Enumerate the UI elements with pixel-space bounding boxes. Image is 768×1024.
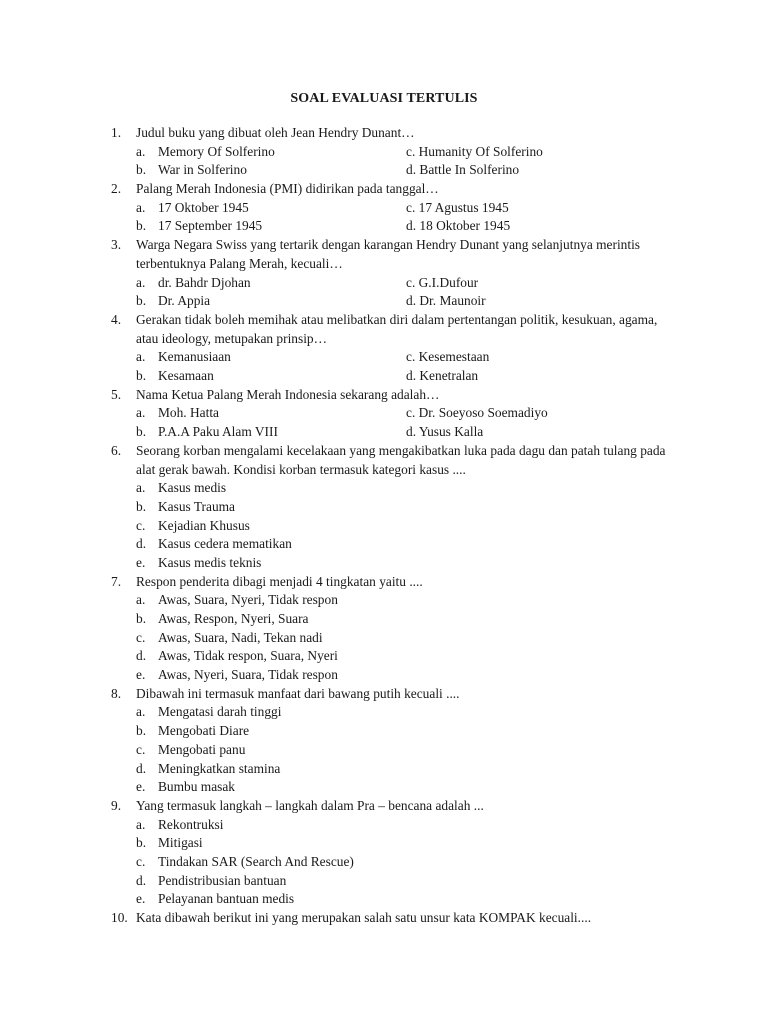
question-item: [0, 124, 768, 180]
question-number: 2.: [111, 181, 122, 197]
question-item: [0, 442, 768, 573]
question-stem: [111, 797, 676, 816]
question-text: Dibawah ini termasuk manfaat dari bawang putih kecuali ....: [136, 685, 460, 701]
question-number: 9.: [111, 797, 122, 813]
option-row: [0, 535, 768, 554]
option-letter: b.: [136, 723, 147, 739]
option-text: Mengatasi darah tinggi: [158, 704, 282, 720]
option-text: Memory Of Solferino: [158, 143, 275, 159]
option-row: [0, 367, 768, 386]
option-letter: a.: [136, 349, 146, 365]
option-letter: d.: [136, 872, 147, 888]
question-item: [0, 311, 768, 386]
option-text: War in Solferino: [158, 162, 247, 178]
question-item: [0, 386, 768, 442]
option-text: Awas, Nyeri, Suara, Tidak respon: [158, 667, 338, 683]
option-text-right: c. G.I.Dufour: [406, 274, 479, 290]
option-text: Kejadian Khusus: [158, 517, 250, 533]
option-text-right: d. 18 Oktober 1945: [406, 218, 511, 234]
option-row: [0, 647, 768, 666]
option-letter: b.: [136, 368, 147, 384]
option-row: [0, 404, 768, 423]
option-text: P.A.A Paku Alam VIII: [158, 424, 278, 440]
option-letter: a.: [136, 816, 146, 832]
option-text: Pendistribusian bantuan: [158, 872, 287, 888]
document-title: SOAL EVALUASI TERTULIS: [290, 91, 478, 106]
option-text: dr. Bahdr Djohan: [158, 274, 251, 290]
option-text: Kasus Trauma: [158, 498, 236, 514]
option-letter: d.: [136, 536, 147, 552]
option-row: [0, 274, 768, 293]
option-text: Mengobati panu: [158, 741, 246, 757]
question-number: 4.: [111, 311, 122, 327]
option-text: Kasus medis teknis: [158, 554, 262, 570]
question-stem: [111, 180, 676, 199]
question-list: [0, 124, 768, 928]
option-letter: a.: [136, 704, 146, 720]
question-stem: [111, 573, 676, 592]
option-row: [0, 629, 768, 648]
option-row: [0, 591, 768, 610]
option-text: Meningkatkan stamina: [158, 760, 281, 776]
option-text-right: c. Kesemestaan: [406, 349, 490, 365]
option-text: Awas, Respon, Nyeri, Suara: [158, 611, 309, 627]
option-row: [0, 760, 768, 779]
question-text: Judul buku yang dibuat oleh Jean Hendry Dunant…: [136, 125, 415, 140]
option-text: Bumbu masak: [158, 779, 235, 795]
option-text-right: d. Battle In Solferino: [406, 162, 520, 178]
question-number: 5.: [111, 386, 122, 402]
option-letter: a.: [136, 143, 146, 159]
option-letter: c.: [136, 517, 146, 533]
option-text: 17 September 1945: [158, 218, 263, 234]
option-row: [0, 423, 768, 442]
option-row: [0, 498, 768, 517]
option-letter: a.: [136, 480, 146, 496]
option-letter: a.: [136, 274, 146, 290]
question-number: 6.: [111, 442, 122, 458]
question-text: Seorang korban mengalami kecelakaan yang mengakibatkan luka pada dagu dan patah tulang pada alat gerak bawah. Kondisi korban termasuk kategori kasus ....: [136, 442, 666, 477]
option-letter: c.: [136, 854, 146, 869]
option-letter: e.: [136, 554, 146, 570]
question-stem: [111, 236, 676, 273]
option-letter: d.: [136, 648, 147, 664]
option-text: Kesamaan: [158, 368, 214, 384]
question-text: Kata dibawah berikut ini yang merupakan salah satu unsur kata KOMPAK kecuali....: [136, 910, 592, 926]
question-text: Gerakan tidak boleh memihak atau melibatkan diri dalam pertentangan politik, kesukuan, agama, atau ideology, metupakan prinsip…: [136, 311, 658, 346]
option-text: Awas, Suara, Nyeri, Tidak respon: [158, 592, 338, 608]
question-text: Palang Merah Indonesia (PMI) didirikan pada tanggal…: [136, 181, 439, 197]
option-row: [0, 554, 768, 573]
option-row: [0, 348, 768, 367]
option-letter: e.: [136, 891, 146, 907]
option-text: Tindakan SAR (Search And Rescue): [158, 854, 354, 869]
option-text: Awas, Suara, Nadi, Tekan nadi: [158, 629, 323, 645]
question-number: 7.: [111, 573, 122, 589]
option-row: [0, 143, 768, 162]
question-text: Respon penderita dibagi menjadi 4 tingkatan yaitu ....: [136, 573, 423, 589]
option-row: [0, 722, 768, 741]
option-text: Awas, Tidak respon, Suara, Nyeri: [158, 648, 338, 664]
option-text: Kemanusiaan: [158, 349, 231, 365]
question-number: 10.: [111, 910, 128, 926]
option-row: [0, 703, 768, 722]
question-number: 3.: [111, 237, 122, 253]
option-text: Dr. Appia: [158, 293, 211, 309]
question-item: [0, 180, 768, 236]
option-text-right: c. 17 Agustus 1945: [406, 199, 509, 215]
option-letter: e.: [136, 667, 146, 683]
option-row: [0, 872, 768, 891]
question-text: Yang termasuk langkah – langkah dalam Pra – bencana adalah ...: [136, 797, 484, 813]
option-row: [0, 853, 768, 872]
option-row: [0, 890, 768, 909]
question-item: [0, 909, 768, 928]
option-letter: a.: [136, 405, 146, 421]
question-item: [0, 685, 768, 797]
option-row: [0, 816, 768, 835]
option-row: [0, 292, 768, 311]
option-letter: e.: [136, 779, 146, 795]
question-stem: [111, 124, 676, 143]
option-text-right: d. Yusus Kalla: [406, 424, 484, 440]
option-letter: b.: [136, 424, 147, 440]
question-number: 8.: [111, 685, 122, 701]
option-letter: b.: [136, 835, 147, 851]
option-letter: c.: [136, 741, 146, 757]
option-letter: b.: [136, 611, 147, 627]
option-row: [0, 199, 768, 218]
option-text: 17 Oktober 1945: [158, 199, 249, 215]
option-row: [0, 610, 768, 629]
question-item: [0, 797, 768, 909]
option-text: Moh. Hatta: [158, 405, 219, 421]
option-letter: d.: [136, 760, 147, 776]
option-text: Kasus cedera mematikan: [158, 536, 292, 552]
option-row: [0, 741, 768, 760]
question-stem: [111, 442, 676, 479]
option-text: Pelayanan bantuan medis: [158, 891, 295, 907]
option-text: Kasus medis: [158, 480, 227, 496]
option-letter: b.: [136, 293, 147, 309]
option-letter: b.: [136, 498, 147, 514]
question-item: [0, 573, 768, 685]
question-number: 1.: [111, 125, 122, 140]
question-stem: [111, 909, 676, 928]
question-text: Nama Ketua Palang Merah Indonesia sekarang adalah…: [136, 386, 440, 402]
option-text: Mitigasi: [158, 835, 203, 851]
option-letter: a.: [136, 592, 146, 608]
option-text-right: d. Kenetralan: [406, 368, 479, 384]
option-row: [0, 778, 768, 797]
option-text-right: c. Dr. Soeyoso Soemadiyo: [406, 405, 548, 421]
question-stem: [111, 386, 676, 405]
option-letter: b.: [136, 218, 147, 234]
option-row: [0, 834, 768, 853]
option-row: [0, 666, 768, 685]
option-letter: c.: [136, 629, 146, 645]
option-letter: a.: [136, 199, 146, 215]
option-row: [0, 479, 768, 498]
option-text: Mengobati Diare: [158, 723, 250, 739]
option-row: [0, 161, 768, 180]
option-row: [0, 217, 768, 236]
question-item: [0, 236, 768, 311]
question-stem: [111, 685, 676, 704]
option-row: [0, 517, 768, 536]
question-text: Warga Negara Swiss yang tertarik dengan karangan Hendry Dunant yang selanjutnya merintis terbentuknya Palang Merah, kecuali…: [136, 237, 641, 271]
option-text-right: c. Humanity Of Solferino: [406, 143, 543, 159]
option-text: Rekontruksi: [158, 816, 224, 832]
option-text-right: d. Dr. Maunoir: [406, 293, 486, 309]
option-letter: b.: [136, 162, 147, 178]
question-stem: [111, 311, 676, 348]
